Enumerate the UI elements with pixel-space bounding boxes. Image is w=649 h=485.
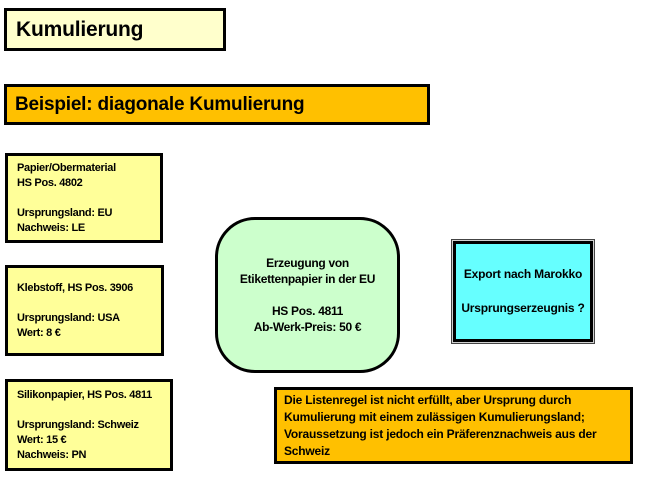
material-box-adhesive: [5, 265, 164, 356]
text-line: Papier/Obermaterial: [17, 161, 116, 174]
text-line: Klebstoff, HS Pos. 3906: [17, 281, 133, 294]
subtitle-banner: Beispiel: diagonale Kumulierung: [4, 84, 430, 125]
note-box: [274, 387, 633, 464]
export-box: [453, 241, 593, 342]
text-line: Kumulierung mit einem zulässigen Kumulierungsland;: [284, 409, 585, 424]
text-line: Ursprungsland: EU: [17, 206, 113, 219]
production-box: [215, 217, 400, 373]
text-line: [17, 403, 166, 418]
text-line: Erzeugung von: [266, 256, 349, 270]
text-line: Etikettenpapier in der EU: [239, 272, 376, 286]
material-box-paper: [5, 153, 163, 243]
text-line: Ab-Werk-Preis: 50 €: [253, 320, 362, 334]
material-box-silicone: [5, 379, 173, 471]
text-line: Export nach Marokko: [463, 267, 583, 281]
text-line: [458, 283, 588, 300]
text-line: Die Listenregel ist nicht erfüllt, aber Ursprung durch: [284, 392, 572, 407]
text-line: [17, 191, 156, 206]
text-line: Ursprungsland: USA: [17, 311, 120, 324]
text-line: Voraussetzung ist jedoch ein Präferenznachweis aus der: [284, 426, 597, 441]
text-line: Schweiz: [284, 443, 330, 458]
text-line: [224, 287, 391, 303]
text-line: HS Pos. 4811: [271, 304, 344, 318]
text-line: Ursprungsland: Schweiz: [17, 418, 139, 431]
text-line: HS Pos. 4802: [17, 176, 83, 189]
text-line: [17, 296, 157, 311]
text-line: Nachweis: PN: [17, 448, 87, 461]
text-line: Ursprungserzeugnis ?: [461, 301, 585, 315]
text-line: Wert: 8 €: [17, 326, 61, 339]
slide-title: Kumulierung: [4, 8, 226, 51]
text-line: Nachweis: LE: [17, 221, 85, 234]
text-line: Wert: 15 €: [17, 433, 67, 446]
text-line: Silikonpapier, HS Pos. 4811: [17, 388, 152, 401]
